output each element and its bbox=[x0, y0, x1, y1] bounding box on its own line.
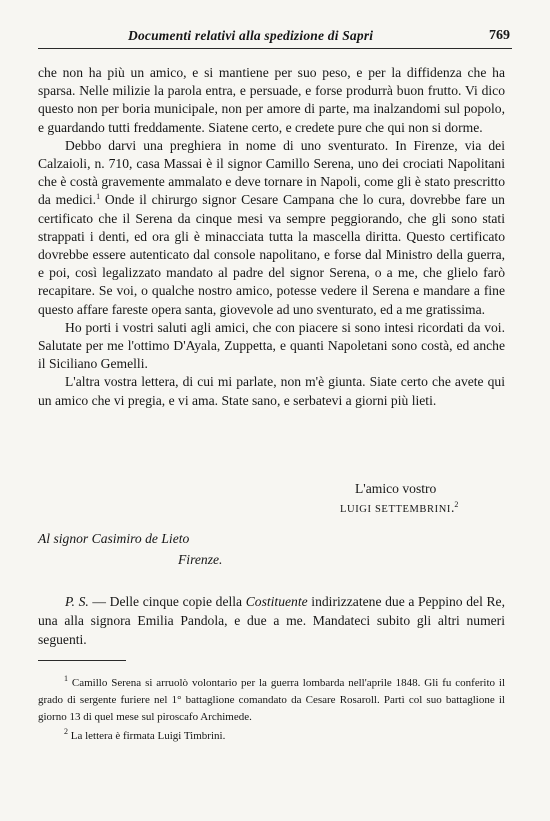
signer-first-name: LUIGI bbox=[340, 504, 372, 515]
page-number: 769 bbox=[489, 28, 510, 43]
footnote-ref: 1 bbox=[96, 192, 101, 202]
footnote-text: La lettera è firmata Luigi Timbrini. bbox=[70, 730, 226, 742]
closing-line: L'amico vostro bbox=[355, 481, 437, 496]
footnote-ref: 2 bbox=[454, 500, 459, 509]
journal-title: Costituente bbox=[245, 594, 308, 609]
paragraph: L'altra vostra lettera, di cui mi parlate, non m'è giunta. Siate certo che avete qui un amico che vi pregia, e vi ama. State sano, e serbatevi a giorni più lieti. bbox=[38, 374, 505, 408]
footnote-divider bbox=[38, 660, 126, 661]
footnotes bbox=[38, 675, 505, 745]
postscript-paragraph bbox=[38, 592, 505, 649]
paragraph: che non ha più un amico, e si mantiene per suo peso, e per la diffidenza che ha sparsa. Nelle milizie la parola entra, e persuade, e forse produrrà buon frutto. Vi dico questo non per boria municipale, non per amore di parte, ma inalzandomi sul popolo, e guardando tutti freddamente. Siatene certo, e credete pure che qui non si dorme. bbox=[38, 65, 505, 135]
recipient-city: Firenze. bbox=[178, 552, 223, 567]
letter-body bbox=[38, 64, 505, 410]
running-header bbox=[38, 26, 512, 49]
footnote bbox=[38, 675, 505, 726]
signature-block bbox=[38, 479, 505, 519]
footnote-text: Camillo Serena si arruolò volontario per la guerra lombarda nell'aprile 1848. Gli fu conferito il grado di sergente furiere nel 1° battaglione comandato da Cesare Rosaroll. Partì col suo battaglione il giorno 13 di quel mese sul piroscafo Archimede. bbox=[38, 677, 506, 723]
postscript-label: P. S. bbox=[65, 594, 89, 609]
footnote bbox=[38, 728, 505, 745]
recipient-name: Al signor Casimiro de Lieto bbox=[38, 531, 190, 546]
postscript-dash: — Delle cinque copie della bbox=[88, 594, 246, 609]
footnote-mark: 2 bbox=[64, 727, 68, 736]
paragraph-text: Debbo darvi una preghiera in nome di uno sventurato. In Firenze, via dei Calzaioli, n. 710, casa Massai è il signor Camillo Serena, uno dei crociati Napolitani che è costà gravemente ammalato e deve tornare in Napoli, come gli è stato prescritto da medici. bbox=[38, 137, 505, 208]
running-title: Documenti relativi alla spedizione di Sapri bbox=[128, 28, 374, 43]
footnote-mark: 1 bbox=[64, 674, 68, 683]
recipient-address bbox=[38, 528, 222, 570]
paragraph-text: Onde il chirurgo signor Cesare Campana che lo cura, dovrebbe fare un certificato che il Serena da cinque mesi va sempre peggiorando, che gli sono stati strappati i denti, ed ora gli è minacciata tutta la mascella diritta. Questo certificato dovrebbe essere autenticato dal console napolitano, e forse dal Ministro della guerra, e poi, così legalizzato mandato al padre del signor Serena, o a me, che glielo farò recapitare. Se voi, o qualche nostro amico, potesse vedere il Serena e mandare a fine questo affare fareste opera santa, giovevole ad uno sventurato, ed a me gratissima. bbox=[38, 192, 505, 317]
signer-name: LUIGI SETTEMBRINI.$^2$ bbox=[340, 500, 459, 515]
postscript bbox=[38, 592, 505, 649]
signer-last-name: SETTEMBRINI bbox=[374, 504, 451, 515]
paragraph: Ho porti i vostri saluti agli amici, che con piacere si sono intesi ricordati da voi. Salutate per me l'ottimo D'Ayala, Zuppetta, e quanti Napoletani sono costà, ed anche il Siciliano Gemelli. bbox=[38, 319, 505, 372]
postscript-text: indirizzatene due a Peppino del Re, una alla signora Emilia Pandola, e due a me. Mandateci subito gli altri numeri seguenti. bbox=[38, 594, 505, 647]
paragraph bbox=[38, 137, 505, 319]
